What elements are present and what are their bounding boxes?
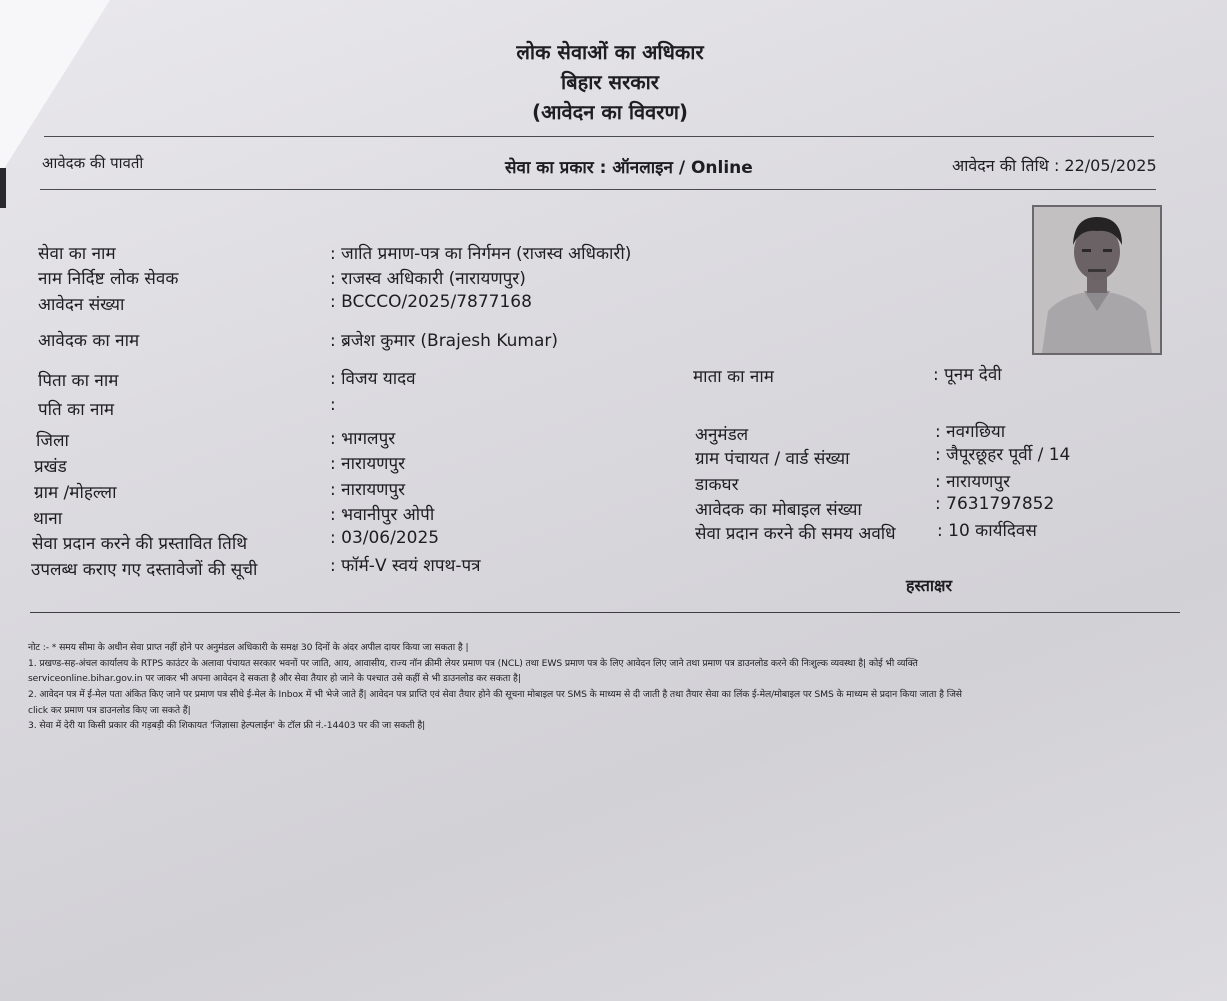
service-type: सेवा का प्रकार : ऑनलाइन / Online	[505, 158, 753, 178]
field-label-subdivision: अनुमंडल	[695, 425, 749, 445]
field-value-district: : भागलपुर	[330, 429, 396, 449]
field-label-service-duration: सेवा प्रदान करने की समय अवधि	[695, 524, 896, 544]
acknowledgement-label: आवेदक की पावती	[42, 154, 144, 172]
field-value-post-office: : नारायणपुर	[935, 472, 1011, 492]
divider-bottom	[30, 612, 1180, 613]
field-label-district: जिला	[36, 431, 69, 451]
field-label-husband-name: पति का नाम	[38, 400, 115, 420]
field-value-police-station: : भवानीपुर ओपी	[330, 505, 435, 525]
field-label-applicant-name: आवेदक का नाम	[38, 331, 140, 351]
header-subtitle: (आवेदन का विवरण)	[531, 100, 689, 124]
note-appeal: नोट :- * समय सीमा के अधीन सेवा प्राप्त नहीं होने पर अनुमंडल अधिकारी के समक्ष 30 दिनों के अंदर अपील दायर किया जा सकता है |	[28, 642, 469, 653]
field-value-documents: : फॉर्म-V स्वयं शपथ-पत्र	[330, 556, 481, 576]
field-label-public-servant: नाम निर्दिष्ट लोक सेवक	[38, 269, 179, 289]
field-label-village: ग्राम /मोहल्ला	[34, 483, 117, 503]
field-value-mother-name: : पूनम देवी	[933, 365, 1002, 385]
field-value-public-servant: : राजस्व अधिकारी (नारायणपुर)	[330, 269, 526, 289]
field-value-panchayat-ward: : जैपूरछूहर पूर्वी / 14	[935, 445, 1071, 465]
field-label-service-name: सेवा का नाम	[38, 244, 116, 264]
applicant-photo	[1032, 205, 1162, 355]
header-title: लोक सेवाओं का अधिकार	[516, 40, 704, 64]
field-value-mobile: : 7631797852	[935, 494, 1055, 514]
field-label-post-office: डाकघर	[695, 475, 739, 495]
note-3: 3. सेवा में देरी या किसी प्रकार की गड़बड़ी की शिकायत 'जिज्ञासा हेल्पलाईन' के टॉल फ्री नं.-14403 पर की जा सकती है|	[28, 720, 426, 731]
field-value-applicant-name: : ब्रजेश कुमार (Brajesh Kumar)	[330, 331, 558, 351]
divider-top	[44, 136, 1154, 137]
field-value-service-name: : जाति प्रमाण-पत्र का निर्गमन (राजस्व अधिकारी)	[330, 244, 632, 264]
note-2-line1: 2. आवेदन पत्र में ई-मेल पता अंकित किए जाने पर प्रमाण पत्र सीधे ई-मेल के Inbox में भी भेजे जाते हैं| आवेदन पत्र प्राप्ति एवं सेवा तैयार होने की सूचना मोबाइल पर SMS के माध्यम से दी जाती है तथा तैयार सेवा का लिंक ई-मेल/मोबाइल पर SMS के माध्यम से प्रदान किया जाता है जिसे	[28, 689, 962, 700]
application-date: आवेदन की तिथि : 22/05/2025	[952, 156, 1157, 175]
note-1-line2: serviceonline.bihar.gov.in पर जाकर भी अपना आवेदन दे सकता है और सेवा तैयार हो जाने के पश्चात उसे कहीं से भी डाउनलोड कर सकता है|	[28, 673, 521, 684]
field-label-application-number: आवेदन संख्या	[38, 295, 125, 315]
field-value-service-duration: : 10 कार्यदिवस	[937, 521, 1037, 541]
person-photo-icon	[1034, 207, 1160, 353]
field-value-application-number: : BCCCO/2025/7877168	[330, 292, 532, 312]
field-value-father-name: : विजय यादव	[330, 369, 416, 389]
divider-sub	[40, 189, 1156, 190]
page-corner	[0, 0, 110, 175]
page-edge-shadow	[0, 168, 6, 208]
field-label-proposed-date: सेवा प्रदान करने की प्रस्तावित तिथि	[32, 534, 248, 554]
field-label-block: प्रखंड	[34, 457, 67, 477]
field-value-husband-name: :	[330, 395, 336, 415]
field-value-subdivision: : नवगछिया	[935, 422, 1006, 442]
note-1-line1: 1. प्रखण्ड-सह-अंचल कार्यालय के RTPS काउंटर के अलावा पंचायत सरकार भवनों पर जाति, आय, आवासीय, राज्य नॉन क्रीमी लेयर प्रमाण पत्र (NCL) तथा EWS प्रमाण पत्र के लिए आवेदन लिए जाने तथा प्रमाण पत्र डाउनलोड करने की निःशुल्क व्यवस्था है| कोई भी व्यक्ति	[28, 658, 918, 669]
field-label-father-name: पिता का नाम	[38, 371, 119, 391]
signature-label: हस्ताक्षर	[906, 576, 953, 595]
field-value-proposed-date: : 03/06/2025	[330, 528, 440, 548]
field-label-panchayat-ward: ग्राम पंचायत / वार्ड संख्या	[695, 449, 850, 469]
field-label-mobile: आवेदक का मोबाइल संख्या	[695, 500, 862, 520]
note-2-line2: click कर प्रमाण पत्र डाउनलोड किए जा सकते हैं|	[28, 705, 191, 716]
field-label-police-station: थाना	[33, 509, 63, 529]
field-value-village: : नारायणपुर	[330, 480, 406, 500]
field-label-documents: उपलब्ध कराए गए दस्तावेजों की सूची	[31, 560, 258, 580]
field-value-block: : नारायणपुर	[330, 454, 406, 474]
header-government: बिहार सरकार	[561, 70, 659, 94]
field-label-mother-name: माता का नाम	[693, 367, 774, 387]
